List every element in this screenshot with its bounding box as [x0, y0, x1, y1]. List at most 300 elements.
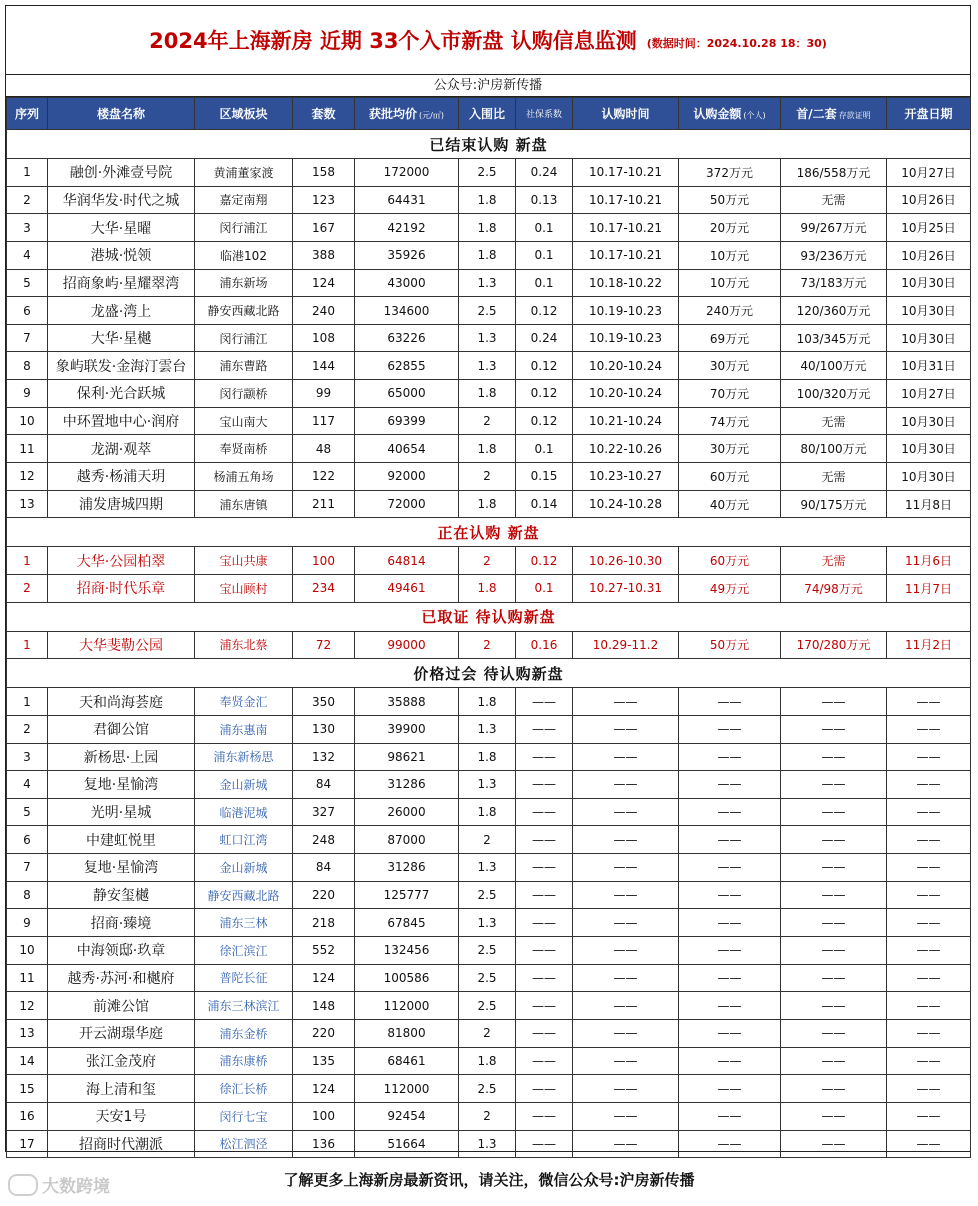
- cell-amount: ——: [679, 826, 781, 854]
- cell-amount: ——: [679, 881, 781, 909]
- header-proof: [781, 98, 887, 130]
- cell-units: 234: [293, 574, 355, 602]
- cell-coefficient: 0.12: [516, 297, 573, 325]
- cell-period: 10.20-10.24: [573, 352, 679, 380]
- cell-index: 4: [7, 771, 48, 799]
- cell-index: 13: [7, 490, 48, 518]
- cell-index: 7: [7, 324, 48, 352]
- cell-ratio: 1.3: [459, 269, 516, 297]
- cell-price: 31286: [355, 854, 459, 882]
- table-row: [7, 574, 971, 602]
- cell-index: 5: [7, 269, 48, 297]
- table-row: [7, 1047, 971, 1075]
- cell-ratio: 1.8: [459, 490, 516, 518]
- cell-price: 81800: [355, 1019, 459, 1047]
- cell-open-date: 10月26日: [887, 186, 971, 214]
- cell-district: 黄浦董家渡: [195, 159, 293, 187]
- cell-ratio: 1.3: [459, 909, 516, 937]
- cell-period: ——: [573, 826, 679, 854]
- cell-amount: ——: [679, 964, 781, 992]
- cell-units: 124: [293, 964, 355, 992]
- table-row: [7, 159, 971, 187]
- cell-district: 徐汇滨江: [195, 937, 293, 965]
- cell-units: 158: [293, 159, 355, 187]
- cell-district: 普陀长征: [195, 964, 293, 992]
- cell-ratio: 2: [459, 407, 516, 435]
- cell-period: ——: [573, 715, 679, 743]
- cell-period: ——: [573, 688, 679, 716]
- cell-ratio: 1.8: [459, 798, 516, 826]
- cell-index: 3: [7, 214, 48, 242]
- watermark-text: 大数跨境: [42, 1177, 110, 1197]
- cell-units: 100: [293, 1102, 355, 1130]
- cell-district: 金山新城: [195, 771, 293, 799]
- cell-amount: 60万元: [679, 547, 781, 575]
- cell-amount: 240万元: [679, 297, 781, 325]
- cell-open-date: ——: [887, 992, 971, 1020]
- cell-amount: 372万元: [679, 159, 781, 187]
- cell-units: 72: [293, 631, 355, 659]
- header-index: 序列: [7, 98, 48, 130]
- cell-name: 大华斐勒公园: [48, 631, 195, 659]
- cell-index: 15: [7, 1075, 48, 1103]
- cell-name: 招商·臻境: [48, 909, 195, 937]
- cell-units: 124: [293, 1075, 355, 1103]
- cell-ratio: 2.5: [459, 159, 516, 187]
- cell-proof: ——: [781, 881, 887, 909]
- table-row: [7, 1075, 971, 1103]
- cell-coefficient: ——: [516, 1047, 573, 1075]
- cell-units: 135: [293, 1047, 355, 1075]
- title-bar: [6, 6, 970, 75]
- table-row: [7, 688, 971, 716]
- cell-index: 10: [7, 407, 48, 435]
- cell-district: 嘉定南翔: [195, 186, 293, 214]
- cell-coefficient: 0.1: [516, 435, 573, 463]
- cell-price: 64814: [355, 547, 459, 575]
- table-row: [7, 964, 971, 992]
- cell-proof: 93/236万元: [781, 241, 887, 269]
- cell-units: 220: [293, 881, 355, 909]
- cell-open-date: ——: [887, 688, 971, 716]
- footer-note: 了解更多上海新房最新资讯，请关注，微信公众号:沪房新传播: [283, 1170, 695, 1189]
- cell-name: 融创·外滩壹号院: [48, 159, 195, 187]
- cell-district: 闵行浦江: [195, 324, 293, 352]
- report-title: 2024年上海新房 近期 33个入市新盘 认购信息监测: [149, 29, 637, 53]
- cell-open-date: 10月31日: [887, 352, 971, 380]
- cell-district: 浦东唐镇: [195, 490, 293, 518]
- cell-district: 宝山顾村: [195, 574, 293, 602]
- cell-index: 1: [7, 631, 48, 659]
- cell-amount: ——: [679, 715, 781, 743]
- cell-ratio: 2.5: [459, 964, 516, 992]
- cell-open-date: 11月6日: [887, 547, 971, 575]
- cell-ratio: 2.5: [459, 937, 516, 965]
- cell-amount: 49万元: [679, 574, 781, 602]
- cell-index: 4: [7, 241, 48, 269]
- cell-name: 复地·星愉湾: [48, 771, 195, 799]
- cell-index: 8: [7, 352, 48, 380]
- cell-units: 136: [293, 1130, 355, 1158]
- table-row: [7, 380, 971, 408]
- cell-name: 港城·悦领: [48, 241, 195, 269]
- cell-period: ——: [573, 1019, 679, 1047]
- cell-name: 新杨思·上园: [48, 743, 195, 771]
- section-title: 价格过会 待认购新盘: [7, 659, 971, 688]
- cell-open-date: ——: [887, 1102, 971, 1130]
- cell-ratio: 1.3: [459, 1130, 516, 1158]
- cell-period: ——: [573, 1047, 679, 1075]
- cell-index: 2: [7, 186, 48, 214]
- header-proof-note: 存款证明: [838, 111, 871, 120]
- cell-open-date: 11月8日: [887, 490, 971, 518]
- table-row: [7, 269, 971, 297]
- cell-units: 48: [293, 435, 355, 463]
- section-header-row: [7, 130, 971, 159]
- cell-proof: 73/183万元: [781, 269, 887, 297]
- cell-units: 84: [293, 771, 355, 799]
- cell-period: ——: [573, 881, 679, 909]
- listing-table: [6, 97, 971, 1158]
- cell-period: 10.23-10.27: [573, 463, 679, 491]
- cell-index: 2: [7, 715, 48, 743]
- cell-price: 172000: [355, 159, 459, 187]
- cell-open-date: 10月27日: [887, 380, 971, 408]
- account-name: 公众号:沪房新传播: [6, 75, 970, 97]
- table-row: [7, 1019, 971, 1047]
- cell-coefficient: ——: [516, 798, 573, 826]
- cell-price: 92000: [355, 463, 459, 491]
- cell-name: 光明·星城: [48, 798, 195, 826]
- cell-period: ——: [573, 1075, 679, 1103]
- cell-amount: 69万元: [679, 324, 781, 352]
- header-period: 认购时间: [573, 98, 679, 130]
- cell-price: 65000: [355, 380, 459, 408]
- cell-ratio: 2: [459, 631, 516, 659]
- cell-district: 浦东新场: [195, 269, 293, 297]
- cell-period: ——: [573, 937, 679, 965]
- header-open-date: 开盘日期: [887, 98, 971, 130]
- cell-units: 123: [293, 186, 355, 214]
- cell-district: 宝山共康: [195, 547, 293, 575]
- cell-district: 浦东曹路: [195, 352, 293, 380]
- table-row: [7, 435, 971, 463]
- cell-open-date: ——: [887, 1075, 971, 1103]
- cell-open-date: ——: [887, 937, 971, 965]
- cell-price: 31286: [355, 771, 459, 799]
- cell-proof: 186/558万元: [781, 159, 887, 187]
- cell-amount: 60万元: [679, 463, 781, 491]
- cell-coefficient: 0.15: [516, 463, 573, 491]
- table-row: [7, 992, 971, 1020]
- table-row: [7, 490, 971, 518]
- cell-district: 闵行七宝: [195, 1102, 293, 1130]
- cell-ratio: 2.5: [459, 1075, 516, 1103]
- cell-period: 10.17-10.21: [573, 159, 679, 187]
- cell-units: 350: [293, 688, 355, 716]
- cell-district: 浦东康桥: [195, 1047, 293, 1075]
- cell-period: ——: [573, 1130, 679, 1158]
- cell-district: 宝山南大: [195, 407, 293, 435]
- cell-coefficient: ——: [516, 909, 573, 937]
- cell-price: 69399: [355, 407, 459, 435]
- cell-price: 68461: [355, 1047, 459, 1075]
- cell-district: 临港102: [195, 241, 293, 269]
- cell-units: 122: [293, 463, 355, 491]
- cell-amount: ——: [679, 1047, 781, 1075]
- cell-units: 240: [293, 297, 355, 325]
- cell-proof: ——: [781, 1019, 887, 1047]
- cell-amount: 50万元: [679, 631, 781, 659]
- cell-amount: 30万元: [679, 435, 781, 463]
- cell-units: 144: [293, 352, 355, 380]
- cell-ratio: 2: [459, 547, 516, 575]
- cell-coefficient: 0.12: [516, 380, 573, 408]
- cell-period: 10.18-10.22: [573, 269, 679, 297]
- table-row: [7, 826, 971, 854]
- cell-period: 10.24-10.28: [573, 490, 679, 518]
- cell-proof: ——: [781, 992, 887, 1020]
- cell-proof: ——: [781, 1102, 887, 1130]
- cell-open-date: ——: [887, 771, 971, 799]
- cell-name: 天和尚海荟庭: [48, 688, 195, 716]
- cell-index: 13: [7, 1019, 48, 1047]
- cell-name: 大华·星樾: [48, 324, 195, 352]
- cell-name: 浦发唐城四期: [48, 490, 195, 518]
- cell-district: 松江泗泾: [195, 1130, 293, 1158]
- cell-coefficient: 0.24: [516, 159, 573, 187]
- cell-name: 天安1号: [48, 1102, 195, 1130]
- cell-index: 1: [7, 688, 48, 716]
- cell-proof: 80/100万元: [781, 435, 887, 463]
- table-row: [7, 854, 971, 882]
- cell-units: 248: [293, 826, 355, 854]
- cell-period: 10.22-10.26: [573, 435, 679, 463]
- cell-proof: ——: [781, 826, 887, 854]
- cell-open-date: 10月30日: [887, 407, 971, 435]
- cell-amount: ——: [679, 1130, 781, 1158]
- cell-amount: ——: [679, 1075, 781, 1103]
- cell-name: 复地·星愉湾: [48, 854, 195, 882]
- cell-price: 42192: [355, 214, 459, 242]
- table-body: [7, 130, 971, 1158]
- table-row: [7, 715, 971, 743]
- cell-name: 招商时代潮派: [48, 1130, 195, 1158]
- cell-ratio: 2.5: [459, 297, 516, 325]
- cell-name: 保利·光合跃城: [48, 380, 195, 408]
- cell-proof: 无需: [781, 463, 887, 491]
- cell-district: 浦东惠南: [195, 715, 293, 743]
- cell-proof: ——: [781, 688, 887, 716]
- cell-open-date: 11月7日: [887, 574, 971, 602]
- header-price-label: 获批均价: [369, 107, 418, 121]
- cell-period: 10.29-11.2: [573, 631, 679, 659]
- cell-proof: ——: [781, 964, 887, 992]
- cell-price: 125777: [355, 881, 459, 909]
- cell-coefficient: 0.1: [516, 269, 573, 297]
- cell-period: 10.19-10.23: [573, 297, 679, 325]
- cell-index: 1: [7, 547, 48, 575]
- cell-price: 51664: [355, 1130, 459, 1158]
- cell-coefficient: ——: [516, 1075, 573, 1103]
- cell-period: 10.27-10.31: [573, 574, 679, 602]
- header-units: 套数: [293, 98, 355, 130]
- cell-district: 浦东三林滨江: [195, 992, 293, 1020]
- cell-period: 10.21-10.24: [573, 407, 679, 435]
- table-row: [7, 937, 971, 965]
- cell-open-date: ——: [887, 1130, 971, 1158]
- cell-proof: 无需: [781, 186, 887, 214]
- cell-amount: ——: [679, 743, 781, 771]
- cell-ratio: 1.3: [459, 771, 516, 799]
- cell-district: 浦东新杨思: [195, 743, 293, 771]
- header-price-unit: (元/㎡): [419, 111, 444, 120]
- cell-amount: 50万元: [679, 186, 781, 214]
- cell-price: 98621: [355, 743, 459, 771]
- cell-name: 前滩公馆: [48, 992, 195, 1020]
- cell-district: 虹口江湾: [195, 826, 293, 854]
- cell-units: 117: [293, 407, 355, 435]
- cell-price: 26000: [355, 798, 459, 826]
- cell-coefficient: ——: [516, 1130, 573, 1158]
- cell-proof: ——: [781, 743, 887, 771]
- cell-open-date: ——: [887, 1047, 971, 1075]
- cell-proof: ——: [781, 1130, 887, 1158]
- header-coefficient-label: 社保系数: [525, 110, 562, 120]
- cell-coefficient: 0.12: [516, 547, 573, 575]
- cell-coefficient: ——: [516, 1019, 573, 1047]
- table-row: [7, 463, 971, 491]
- cell-open-date: 10月26日: [887, 241, 971, 269]
- cell-index: 17: [7, 1130, 48, 1158]
- cell-proof: ——: [781, 1047, 887, 1075]
- section-title: 已结束认购 新盘: [7, 130, 971, 159]
- cell-coefficient: 0.1: [516, 214, 573, 242]
- cell-index: 8: [7, 881, 48, 909]
- cell-index: 5: [7, 798, 48, 826]
- cell-name: 越秀·苏河·和樾府: [48, 964, 195, 992]
- cell-price: 112000: [355, 992, 459, 1020]
- cell-coefficient: ——: [516, 992, 573, 1020]
- cell-proof: ——: [781, 715, 887, 743]
- cell-index: 12: [7, 463, 48, 491]
- cell-amount: ——: [679, 854, 781, 882]
- cell-index: 6: [7, 826, 48, 854]
- cell-price: 72000: [355, 490, 459, 518]
- cell-period: ——: [573, 1102, 679, 1130]
- cell-price: 62855: [355, 352, 459, 380]
- cell-ratio: 2: [459, 1019, 516, 1047]
- cell-units: 388: [293, 241, 355, 269]
- cell-open-date: ——: [887, 909, 971, 937]
- cell-proof: 100/320万元: [781, 380, 887, 408]
- cell-name: 招商象屿·星耀翠湾: [48, 269, 195, 297]
- cell-amount: ——: [679, 937, 781, 965]
- cell-open-date: 10月30日: [887, 269, 971, 297]
- cell-district: 奉贤金汇: [195, 688, 293, 716]
- cell-index: 11: [7, 435, 48, 463]
- cell-coefficient: ——: [516, 854, 573, 882]
- cell-period: 10.17-10.21: [573, 214, 679, 242]
- header-coefficient: [516, 98, 573, 130]
- table-row: [7, 186, 971, 214]
- cell-period: 10.20-10.24: [573, 380, 679, 408]
- table-row: [7, 547, 971, 575]
- cell-index: 6: [7, 297, 48, 325]
- header-price: [355, 98, 459, 130]
- cell-index: 9: [7, 909, 48, 937]
- cell-proof: ——: [781, 771, 887, 799]
- cell-district: 浦东金桥: [195, 1019, 293, 1047]
- cell-ratio: 1.8: [459, 435, 516, 463]
- cell-units: 218: [293, 909, 355, 937]
- cell-name: 龙湖·观萃: [48, 435, 195, 463]
- table-row: [7, 771, 971, 799]
- cell-price: 49461: [355, 574, 459, 602]
- cell-proof: 无需: [781, 547, 887, 575]
- header-proof-label: 首/二套: [796, 107, 837, 121]
- cell-price: 112000: [355, 1075, 459, 1103]
- cell-ratio: 1.3: [459, 352, 516, 380]
- cell-period: 10.19-10.23: [573, 324, 679, 352]
- cell-open-date: ——: [887, 826, 971, 854]
- cell-period: ——: [573, 771, 679, 799]
- cell-district: 临港泥城: [195, 798, 293, 826]
- cell-amount: ——: [679, 909, 781, 937]
- cell-proof: 74/98万元: [781, 574, 887, 602]
- cell-price: 64431: [355, 186, 459, 214]
- cell-coefficient: ——: [516, 1102, 573, 1130]
- cell-price: 40654: [355, 435, 459, 463]
- cell-coefficient: ——: [516, 964, 573, 992]
- cell-district: 浦东北蔡: [195, 631, 293, 659]
- cell-ratio: 1.8: [459, 241, 516, 269]
- cell-period: ——: [573, 992, 679, 1020]
- cell-price: 100586: [355, 964, 459, 992]
- header-row: [7, 98, 971, 130]
- cell-name: 大华·星曜: [48, 214, 195, 242]
- cell-coefficient: ——: [516, 743, 573, 771]
- cell-name: 中海领邸·玖章: [48, 937, 195, 965]
- cell-coefficient: ——: [516, 826, 573, 854]
- cell-units: 552: [293, 937, 355, 965]
- cell-ratio: 1.8: [459, 214, 516, 242]
- cell-amount: 20万元: [679, 214, 781, 242]
- cell-open-date: 10月27日: [887, 159, 971, 187]
- cell-name: 海上清和玺: [48, 1075, 195, 1103]
- table-row: [7, 352, 971, 380]
- table-row: [7, 881, 971, 909]
- cell-index: 7: [7, 854, 48, 882]
- cell-name: 龙盛·湾上: [48, 297, 195, 325]
- cell-price: 35926: [355, 241, 459, 269]
- cell-price: 67845: [355, 909, 459, 937]
- cell-amount: 74万元: [679, 407, 781, 435]
- cell-name: 华润华发·时代之城: [48, 186, 195, 214]
- table-row: [7, 324, 971, 352]
- table-row: [7, 1102, 971, 1130]
- cell-open-date: 10月30日: [887, 435, 971, 463]
- cell-index: 14: [7, 1047, 48, 1075]
- cell-open-date: ——: [887, 1019, 971, 1047]
- cell-ratio: 1.8: [459, 688, 516, 716]
- section-header-row: [7, 602, 971, 631]
- cell-proof: ——: [781, 937, 887, 965]
- cell-ratio: 1.8: [459, 574, 516, 602]
- cell-units: 108: [293, 324, 355, 352]
- cell-period: ——: [573, 964, 679, 992]
- cell-amount: ——: [679, 771, 781, 799]
